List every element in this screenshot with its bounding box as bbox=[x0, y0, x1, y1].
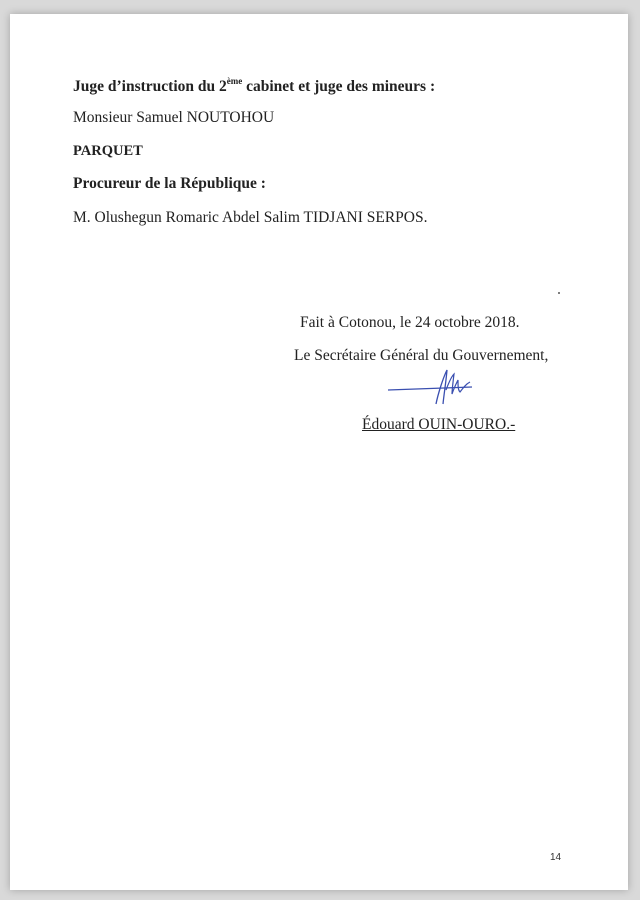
document-page bbox=[10, 14, 628, 890]
signatory-name: Édouard OUIN-OURO.- bbox=[362, 416, 516, 433]
signatory-title: Le Secrétaire Général du Gouvernement, bbox=[294, 347, 549, 364]
procureur-heading: Procureur de la République : bbox=[73, 175, 266, 192]
judge-heading-superscript: ème bbox=[226, 76, 243, 86]
stray-mark bbox=[558, 292, 560, 294]
judge-name: Monsieur Samuel NOUTOHOU bbox=[73, 109, 275, 126]
judge-heading-prefix: Juge d’instruction du 2 bbox=[73, 78, 227, 95]
page-number: 14 bbox=[550, 852, 562, 863]
place-date: Fait à Cotonou, le 24 octobre 2018. bbox=[300, 314, 520, 331]
parquet-heading: PARQUET bbox=[73, 143, 143, 159]
judge-heading bbox=[73, 76, 435, 96]
judge-heading-suffix: cabinet et juge des mineurs : bbox=[242, 78, 436, 95]
signature-image bbox=[386, 364, 486, 414]
procureur-name: M. Olushegun Romaric Abdel Salim TIDJANI SERPOS. bbox=[73, 209, 428, 226]
